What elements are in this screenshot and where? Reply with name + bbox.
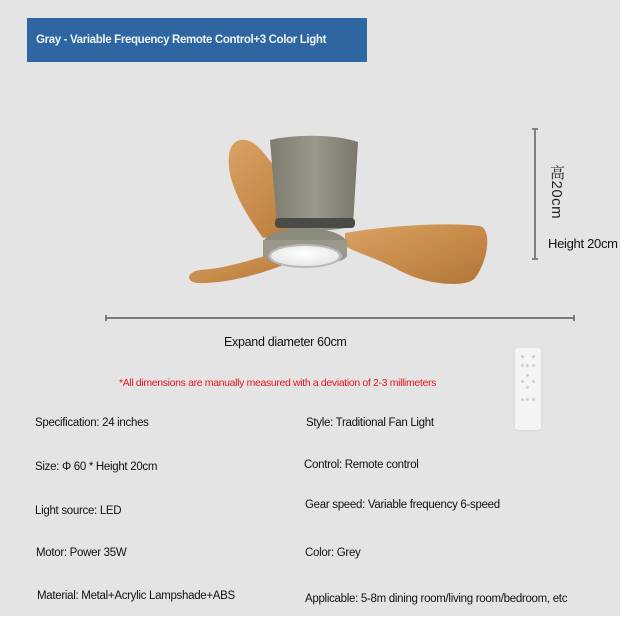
remote-control-image [515,348,541,430]
spec-light-source: Light source: LED [35,505,122,517]
remote-button-icon [526,398,529,401]
spec-style: Style: Traditional Fan Light [306,417,434,429]
spec-control: Control: Remote control [304,459,419,471]
remote-button-icon [532,355,535,358]
diameter-dimension-line [105,317,575,319]
remote-button-icon [532,364,535,367]
height-vertical-label: 高20cm [548,165,565,220]
ceiling-fan-image [175,118,495,298]
remote-button-icon [532,398,535,401]
spec-gear-speed: Gear speed: Variable frequency 6-speed [305,499,500,511]
remote-button-icon [521,364,524,367]
diameter-label: Expand diameter 60cm [224,335,347,349]
spec-specification: Specification: 24 inches [35,417,149,429]
spec-color: Color: Grey [305,547,361,559]
remote-button-icon [532,380,535,383]
spec-motor: Motor: Power 35W [36,547,127,559]
remote-button-icon [526,386,529,389]
spec-material: Material: Metal+Acrylic Lampshade+ABS [37,590,235,602]
remote-button-icon [526,364,529,367]
height-label: Height 20cm [548,236,618,251]
measurement-note: *All dimensions are manually measured with a deviation of 2-3 millimeters [119,377,437,389]
height-dimension-line [534,128,536,260]
remote-button-icon [521,355,524,358]
remote-button-icon [521,398,524,401]
variant-title: Gray - Variable Frequency Remote Control+3 Color Light [36,34,327,46]
spec-applicable: Applicable: 5-8m dining room/living room/bedroom, etc [305,593,568,605]
spec-size: Size: Φ 60 * Height 20cm [35,461,158,473]
remote-button-icon [521,380,524,383]
remote-button-icon [526,374,529,377]
variant-title-banner [27,18,367,62]
